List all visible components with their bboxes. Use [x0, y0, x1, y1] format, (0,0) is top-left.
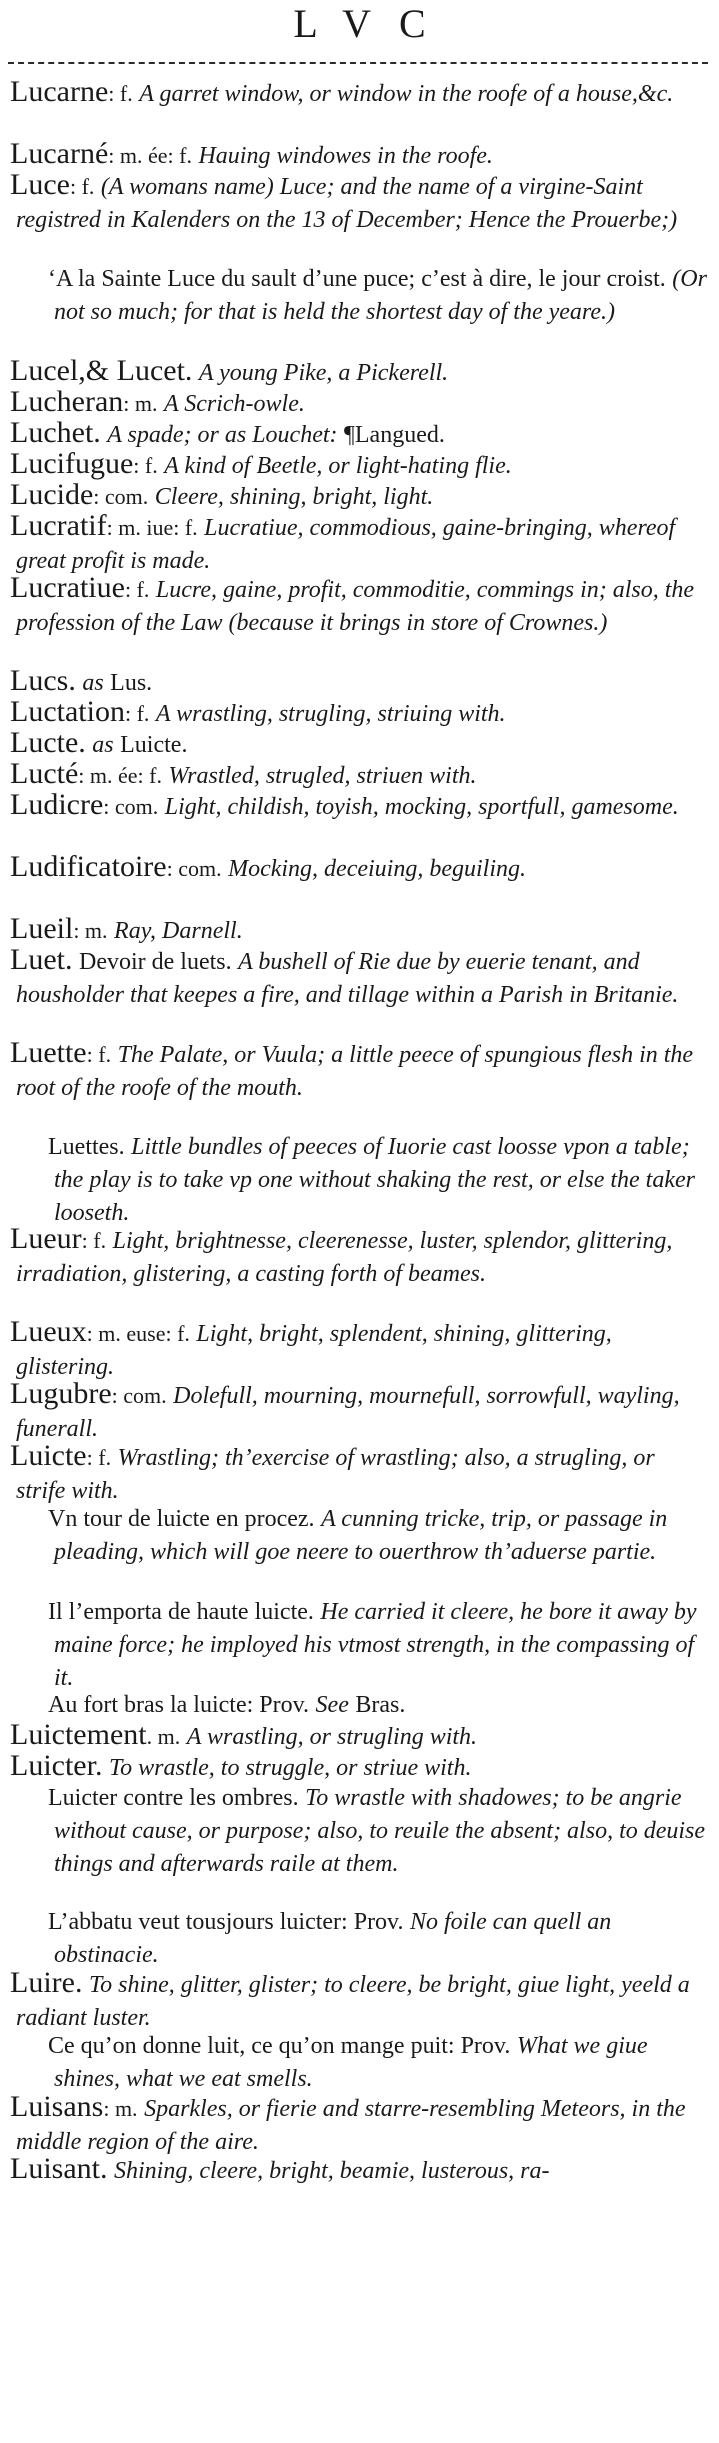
entry-luctation: [0, 696, 708, 727]
headword: Lucratiue: [10, 571, 125, 604]
headword: Ludificatoire: [10, 850, 167, 883]
headword: Luire.: [10, 1966, 83, 1999]
definition: What we giue shines, what we eat smells.: [54, 2033, 648, 2092]
entry-luisans: [0, 2091, 708, 2153]
entry-luire: [0, 1967, 708, 2029]
entry-lueil: [0, 913, 708, 944]
grammar: : m. ée: f.: [78, 763, 162, 788]
entry-luicte: [0, 1440, 708, 1502]
entry-luettes: [24, 1130, 708, 1226]
entry-ludicre: [0, 789, 708, 851]
french-phrase: Il l’emporta de haute luicte.: [48, 1599, 314, 1625]
entry-haute-luicte: [24, 1595, 708, 1691]
french-phrase: L’abbatu veut tousjours luicter: Prov.: [48, 1909, 404, 1935]
headword: Luicter.: [10, 1749, 103, 1782]
french-phrase: Devoir de luets.: [78, 949, 232, 975]
french-phrase: Au fort bras la luicte: Prov.: [48, 1692, 310, 1718]
definition: A wrastling, strugling, striuing with.: [155, 701, 506, 727]
grammar: . m.: [146, 1724, 181, 1749]
definition: To wrastle, to struggle, or striue with.: [108, 1755, 472, 1781]
definition: To wrastle with shadowes; to be angrie without cause, or purpose; also, to reuile the absent; also, to deuise things and afterwards raile at them.: [54, 1785, 706, 1877]
entry-lueur: [0, 1223, 708, 1316]
header-rule: [8, 62, 708, 64]
definition: Lucratiue, commodious, gaine-bringing, whereof great profit is made.: [16, 515, 676, 574]
grammar: : f.: [86, 1042, 112, 1067]
headword: Lugubre: [10, 1377, 112, 1410]
grammar: : f.: [124, 701, 150, 726]
entry-luchet: [0, 417, 708, 448]
definition: (A womans name) Luce; and the name of a virgine-Saint registred in Kalenders on the 13 of December; Hence the Prouerbe;): [16, 174, 678, 233]
definition: A wrastling, or strugling with.: [186, 1724, 478, 1750]
definition: See: [315, 1692, 349, 1718]
entry-lucifugue: [0, 448, 708, 479]
definition: Hauing windowes in the roofe.: [198, 143, 493, 169]
headword: Luisant.: [10, 2152, 108, 2185]
entry-luce-proverb: [24, 262, 708, 355]
headword: Luicte: [10, 1439, 87, 1472]
cross-reference: Lus.: [110, 670, 153, 696]
definition: A kind of Beetle, or light-hating flie.: [164, 453, 512, 479]
cross-reference: Luicte.: [120, 732, 188, 758]
definition: Shining, cleere, bright, beamie, lusterous, ra-: [114, 2158, 550, 2184]
entry-lucte-adj: [0, 758, 708, 789]
entry-contre-les-ombres: [24, 1781, 708, 1905]
entry-lucratif: [0, 510, 708, 572]
entry-luce: [0, 169, 708, 262]
entry-luictement: [0, 1719, 708, 1750]
entry-lucarne-adj: [0, 138, 708, 169]
entry-ludificatoire: [0, 851, 708, 913]
definition: A Scrich-owle.: [164, 391, 305, 417]
grammar: as: [82, 670, 104, 696]
grammar: : f.: [86, 1445, 112, 1470]
entry-luet: [0, 944, 708, 1037]
grammar: : m. euse: f.: [86, 1321, 190, 1346]
french-phrase: Luettes.: [48, 1134, 125, 1160]
headword: Luisans: [10, 2090, 104, 2123]
definition: Ray, Darnell.: [114, 918, 243, 944]
headword: Luet.: [10, 943, 73, 976]
grammar: : com.: [166, 856, 222, 881]
grammar: : com.: [111, 1383, 167, 1408]
entry-luette: [0, 1037, 708, 1130]
headword: Lucarne: [10, 75, 109, 108]
grammar: : com.: [103, 794, 159, 819]
grammar: : m.: [103, 2096, 138, 2121]
entry-luicter: [0, 1750, 708, 1781]
definition: Wrastling; th’exercise of wrastling; also, a strugling, or strife with.: [16, 1445, 655, 1504]
grammar: : com.: [93, 484, 149, 509]
grammar: as: [92, 732, 114, 758]
entry-abbatu: [24, 1905, 708, 1967]
headword: Lucarné: [10, 137, 109, 170]
definition: No foile can quell an obstinacie.: [54, 1909, 612, 1968]
grammar: : f.: [124, 577, 150, 602]
french-phrase: Ce qu’on donne luit, ce qu’on mange puit: Prov.: [48, 2033, 511, 2059]
grammar: : m.: [73, 918, 108, 943]
headword: Lucide: [10, 478, 94, 511]
cross-reference: Bras.: [355, 1692, 406, 1718]
headword: Lucs.: [10, 664, 76, 697]
definition: (Or not so much; for that is held the shortest day of the yeare.): [54, 266, 707, 325]
definition: A spade; or as Louchet:: [107, 422, 338, 448]
entry-lucratiue: [0, 572, 708, 665]
definition: Light, bright, splendent, shining, glittering, glistering.: [16, 1321, 612, 1380]
entry-lucheran: [0, 386, 708, 417]
french-phrase: ‘A la Sainte Luce du sault d’une puce; c’est à dire, le jour croist.: [48, 266, 666, 292]
headword: Luictement: [10, 1718, 147, 1751]
entry-luisant: [0, 2153, 708, 2184]
entry-lucarne: [0, 76, 708, 138]
definition: A bushell of Rie due by euerie tenant, and housholder that keepes a fire, and tillage within a Parish in Britanie.: [16, 949, 679, 1008]
french-phrase: Luicter contre les ombres.: [48, 1785, 299, 1811]
definition: A young Pike, a Pickerell.: [198, 360, 449, 386]
headword: Luce: [10, 168, 70, 201]
entry-lueux: [0, 1316, 708, 1378]
grammar: : m. ée: f.: [108, 143, 192, 168]
headword: Lueil: [10, 912, 74, 945]
entry-donne-luit: [24, 2029, 708, 2091]
grammar: : f.: [133, 453, 158, 478]
cross-reference: ¶Langued.: [344, 422, 445, 448]
definition: A garret window, or window in the roofe of a house,&c.: [139, 81, 674, 107]
headword: Lueur: [10, 1222, 82, 1255]
entry-lucel: [0, 355, 708, 386]
entry-lugubre: [0, 1378, 708, 1440]
headword: Lucel,& Lucet.: [10, 354, 193, 387]
definition: Light, childish, toyish, mocking, sportfull, gamesome.: [164, 794, 679, 820]
definition: Dolefull, mourning, mournefull, sorrowfull, wayling, funerall.: [16, 1383, 680, 1442]
definition: Wrastled, strugled, striuen with.: [168, 763, 477, 789]
entry-fort-bras: [24, 1688, 708, 1719]
entry-tour-de-luicte: [24, 1502, 708, 1595]
headword: Lucte.: [10, 726, 86, 759]
entry-lucs: [0, 665, 708, 696]
definition: To shine, glitter, glister; to cleere, be bright, giue light, yeeld a radiant luster.: [16, 1972, 690, 2031]
headword: Luctation: [10, 695, 125, 728]
grammar: : m.: [123, 391, 158, 416]
definition: Sparkles, or fierie and starre-resembling Meteors, in the middle region of the aire.: [16, 2096, 686, 2155]
headword: Lucheran: [10, 385, 124, 418]
definition: Cleere, shining, bright, light.: [154, 484, 434, 510]
definition: He carried it cleere, he bore it away by maine force; he imployed his vtmost strength, in the compassing of it.: [54, 1599, 697, 1691]
french-phrase: Vn tour de luicte en procez.: [48, 1506, 315, 1532]
headword: Lucté: [10, 757, 79, 790]
headword: Lueux: [10, 1315, 87, 1348]
headword: Lucifugue: [10, 447, 134, 480]
running-head: [0, 0, 719, 48]
headword: Ludicre: [10, 788, 104, 821]
entry-lucide: [0, 479, 708, 510]
running-head-text: LVC: [293, 1, 454, 46]
grammar: : f.: [69, 174, 95, 199]
dictionary-column: [10, 76, 708, 2184]
definition: A cunning tricke, trip, or passage in pleading, which will goe neere to ouerthrow th’aduerse partie.: [54, 1506, 668, 1565]
headword: Lucratif: [10, 509, 107, 542]
definition: Light, brightnesse, cleerenesse, luster, splendor, glittering, irradiation, glistering, a casting forth of beames.: [16, 1228, 673, 1287]
definition: The Palate, or Vuula; a little peece of spungious flesh in the root of the roofe of the mouth.: [16, 1042, 694, 1101]
definition: Lucre, gaine, profit, commoditie, commings in; also, the profession of the Law (because it brings in store of Crownes.): [16, 577, 695, 636]
headword: Luchet.: [10, 416, 101, 449]
entry-lucte: [0, 727, 708, 758]
grammar: : f.: [108, 81, 133, 106]
grammar: : f.: [81, 1228, 107, 1253]
headword: Luette: [10, 1036, 87, 1069]
definition: Little bundles of peeces of Iuorie cast loosse vpon a table; the play is to take vp one without shaking the rest, or else the taker looseth.: [54, 1134, 695, 1226]
definition: Mocking, deceiuing, beguiling.: [228, 856, 527, 882]
grammar: : m. iue: f.: [106, 515, 198, 540]
